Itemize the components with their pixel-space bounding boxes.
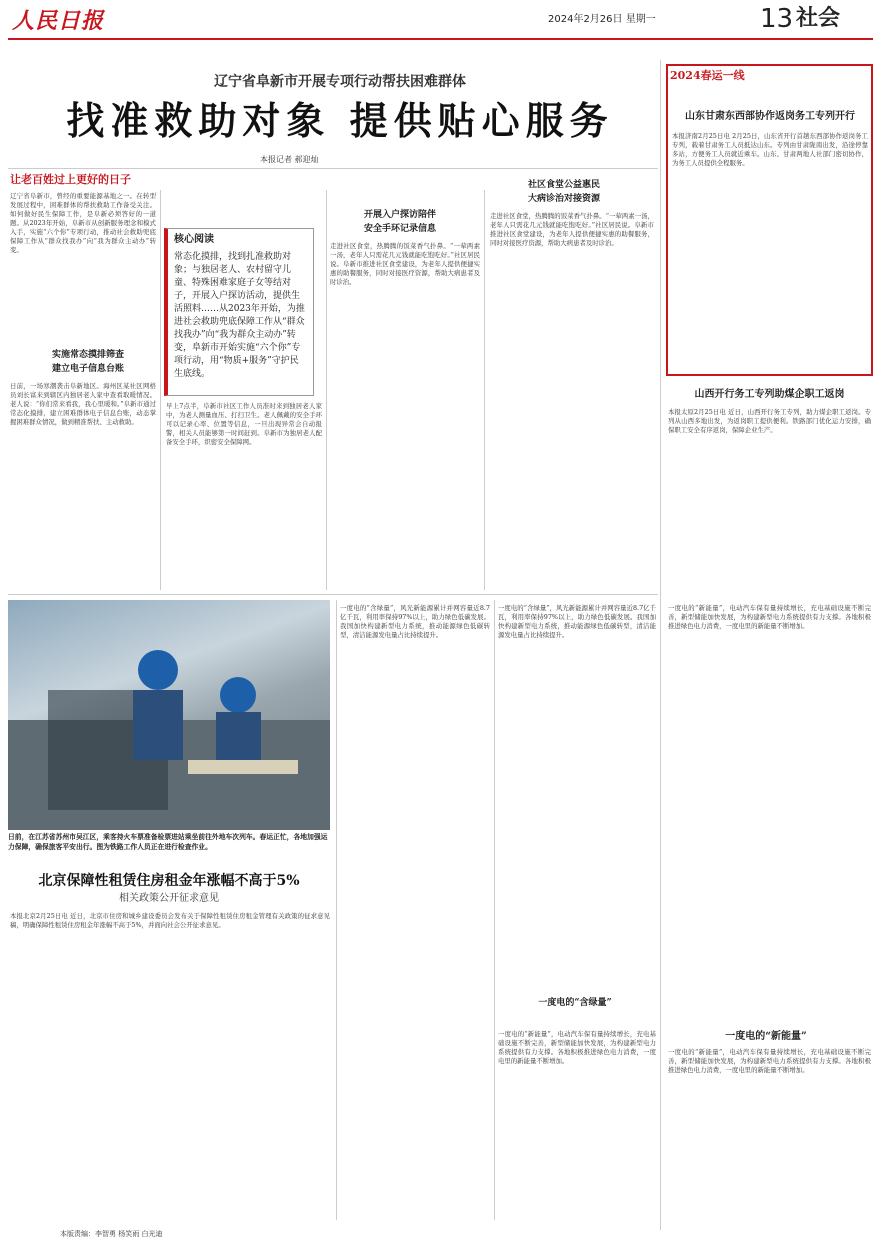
right2-title: 山西开行务工专列助煤企职工返岗 [694,389,845,400]
right-bottom-body-2: 一度电的“新能量”，电动汽车保有量持续增长，充电基础设施不断完善，新型储能加快发展，为构建新型电力系统提供有力支撑。各地积极推进绿色电力消费，一度电里的新能量不断增加。 [668,1048,871,1074]
photo-caption: 日前，在江苏省苏州市吴江区，乘客持火车票准备检票进站乘坐前往外地车次列车。春运正忙，各地加强运力保障，确保旅客平安出行。图为铁路工作人员正在进行检查作业。 [8,833,328,851]
middle-bottom-body: 一度电的“含绿量”，风光新能源累计并网容量近8.7亿千瓦，利用率保持97%以上，助力绿色低碳发展。我国加快构建新型电力系统，推动能源绿色低碳转型，清洁能源发电量占比持续提升。 [340,604,490,639]
core-reading-box [164,228,314,396]
lead-subhead: 让老百姓过上更好的日子 [10,173,131,186]
series-body: 本报济南2月25日电 2月25日，山东省开行首趟东西部协作返岗务工专列，载着甘肃务工人员抵达山东。专列由甘肃陇南出发，沿途停靠多站，方便务工人员就近乘车。山东、甘肃两地人社部门密切协作，为务工人员提供全程服务。 [672,132,868,167]
right2-body: 本报太原2月25日电 近日，山西开行务工专列，助力煤企职工返岗。专列从山西多地出发，为返岗职工提供便利。铁路部门优化运力安排，确保职工安全有序返岗，保障企业生产。 [668,408,871,434]
section-name: 社会 [796,6,841,31]
divider [160,190,161,590]
energy-title-new: 一度电的“新能量” [725,1031,807,1042]
core-reading-text: 常态化摸排，找到扎准救助对象；与独居老人、农村留守儿童、特殊困难家庭子女等结对子，开展入户探访活动，提供生活照料……从2023年开始，为推进社会救助兜底保障工作从“群众找我办”向“我为群众主动办”转变，阜新市开始实施“六个你”专项行动，用“物质+服务”守护民生底线。 [174,252,305,379]
series-label: 2024春运一线 [670,69,745,82]
energy-body-2: 一度电的“新能量”，电动汽车保有量持续增长，充电基础设施不断完善，新型储能加快发展，为构建新型电力系统提供有力支撑。各地积极推进绿色电力消费，一度电里的新能量不断增加。 [498,1030,656,1065]
subhead-survey: 实施常态摸排筛查 建立电子信息台账 [51,350,124,374]
lead-column-5: 走进社区食堂，热腾腾的饭菜香气扑鼻。“一荤两素一汤，老年人只需花几元钱就能吃饱吃好。”社区居民说。阜新市推进社区食堂建设，为老年人提供便捷实惠的助餐服务，同时对接医疗资源，帮助大病患者及时诊治。 [490,212,654,247]
bottom-left-title: 北京保障性租赁住房租金年涨幅不高于5% [38,873,300,889]
lead-column-3: 早上7点半，阜新市社区工作人员准时来到独居老人家中，为老人测量血压、打扫卫生。老人佩戴的安全手环可以记录心率、位置等信息，一旦出现异常会自动报警，相关人员能够第一时间赶到。阜新市为独居老人配备安全手环，织密安全保障网。 [166,402,322,446]
subhead-canteen: 社区食堂公益惠民 大病诊治对接资源 [527,180,600,204]
divider [660,60,661,1230]
subhead-visit: 开展入户探访陪伴 安全手环记录信息 [363,210,436,234]
divider [326,190,327,590]
bottom-left-subtitle: 相关政策公开征求意见 [119,893,219,904]
header-rule [8,38,873,40]
energy-body-1: 一度电的“含绿量”，风光新能源累计并网容量近8.7亿千瓦，利用率保持97%以上，助力绿色低碳发展。我国加快构建新型电力系统，推动能源绿色低碳转型，清洁能源发电量占比持续提升。 [498,604,656,639]
divider [494,600,495,1220]
series-title: 山东甘肃东西部协作返岗务工专列开行 [685,111,855,122]
lead-column-2: 日前，一场寒潮袭击阜新地区。海州区某社区网格员刘长富来到辖区内独居老人家中查看取暖情况。老人说：“你们常来看我，我心里暖和。”阜新市通过常态化摸排，建立困难群体电子信息台账，动态掌握困难群众情况，做到精准帮扶、主动救助。 [10,382,156,426]
masthead-logo: 人民日报 [12,8,105,34]
divider [8,168,658,169]
lead-kicker: 辽宁省阜新市开展专项行动帮扶困难群体 [214,74,466,90]
right-bottom-body: 一度电的“新能量”，电动汽车保有量持续增长，充电基础设施不断完善，新型储能加快发展，为构建新型电力系统提供有力支撑。各地积极推进绿色电力消费，一度电里的新能量不断增加。 [668,604,871,630]
news-photo [8,600,330,830]
divider [484,190,485,590]
energy-title-green: 一度电的“含绿量” [538,998,612,1008]
header-date: 2024年2月26日 星期一 [548,14,656,25]
footer-editors: 本版责编：李智勇 杨笑雨 白光迪 [60,1230,163,1238]
core-reading-title: 核心阅读 [174,234,214,245]
lead-column-1: 辽宁省阜新市，曾经的重要能源基地之一。在转型发展过程中，困难群体的帮扶救助工作备受关注。如何做好民生保障工作，是阜新必须答好的一道题。从2023年开始，阜新市从创新服务理念和模式入手，实施“六个你”专项行动，推动社会救助兜底保障工作从“群众找我办”向“我为群众主动办”转变。 [10,192,156,254]
divider [8,594,658,595]
divider [336,600,337,1220]
bottom-left-body: 本报北京2月25日电 近日，北京市住房和城乡建设委员会发布关于保障性租赁住房租金管理有关政策的征求意见稿，明确保障性租赁住房租金年涨幅不高于5%，并面向社会公开征求意见。 [10,912,330,929]
lead-title: 找准救助对象 提供贴心服务 [66,99,614,143]
photo-illustration [8,600,330,830]
lead-byline: 本报记者 郝迎灿 [260,155,319,164]
lead-column-4: 走进社区食堂，热腾腾的饭菜香气扑鼻。“一荤两素一汤，老年人只需花几元钱就能吃饱吃好。”社区居民说。阜新市推进社区食堂建设，为老年人提供便捷实惠的助餐服务，同时对接医疗资源，帮助大病患者及时诊治。 [330,242,480,286]
page-number: 13 [760,4,794,34]
